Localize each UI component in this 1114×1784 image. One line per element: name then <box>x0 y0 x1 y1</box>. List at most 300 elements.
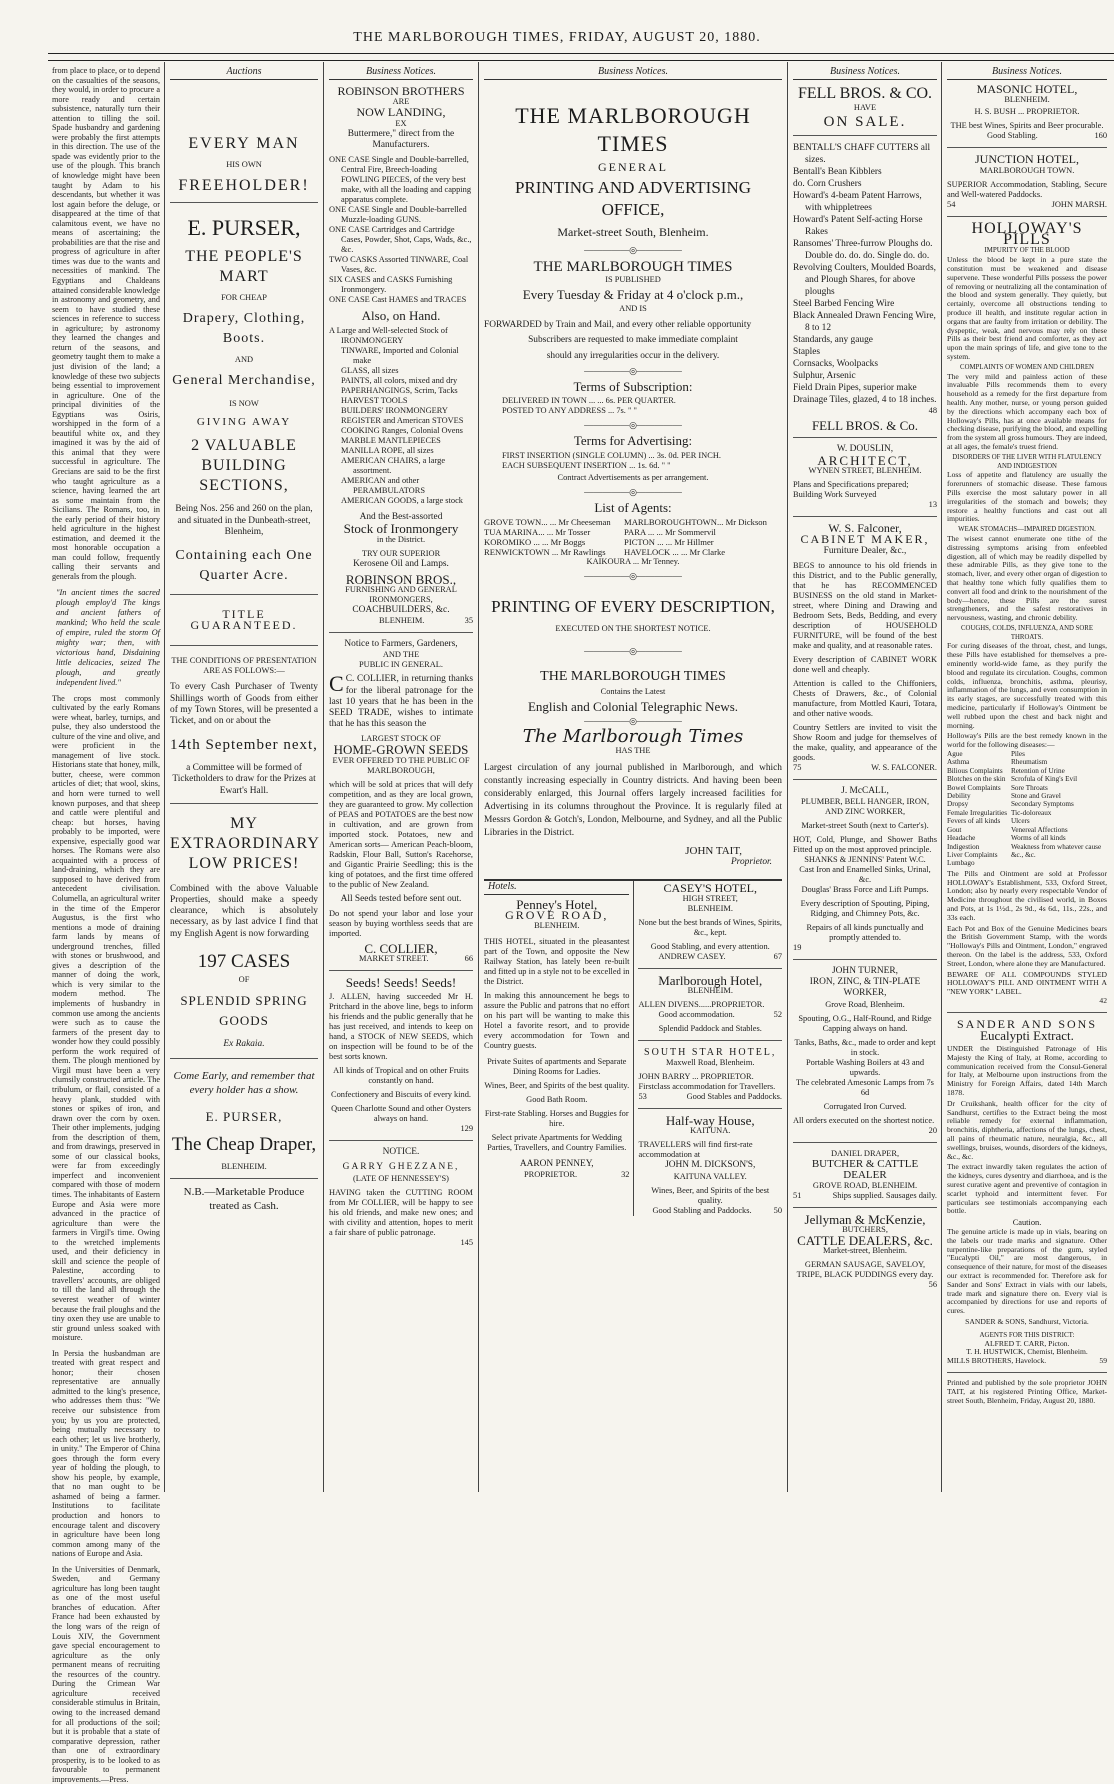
ad-text: Contract Advertisements as per arrangement. <box>557 472 709 482</box>
advertiser-name: JOHN TURNER, <box>832 966 898 977</box>
ad-headline: GROVE ROAD, <box>505 908 609 923</box>
ad-text: IS PUBLISHED <box>605 275 661 285</box>
list-item: Ransomes' Three-furrow Ploughs do. Double do. do. do. Single do. do. <box>793 238 933 261</box>
ad-text: Every description of Spouting, Piping, Ridging, and Chimney Pots, &c. <box>800 899 930 919</box>
ad-text: PROPRIETOR. <box>524 1170 578 1180</box>
table-row: KOROMIKO ... ... Mr Boggs PICTON ... ... Mr Hillmer <box>484 537 714 548</box>
list-item: TINWARE, Imported and Colonial make <box>341 346 459 366</box>
divider <box>947 147 1107 148</box>
ad-text: All Seeds tested before sent out. <box>340 893 462 904</box>
article-poem: "In ancient times the sacred plough employ'd The kings and ancient fathers of mankind; Who held the scale of empire, ruled the storm Of mighty war; then, with victorious hand, Disdaining little delicacies, seized The plough, and greatly independent lived." <box>56 587 160 687</box>
ad-text: EX <box>395 118 407 128</box>
column-divider <box>941 62 942 1492</box>
ad-text: EVER OFFERED TO THE PUBLIC OF MARLBOROUGH, <box>332 755 470 775</box>
ad-headline: Seeds! Seeds! Seeds! <box>345 975 457 991</box>
ad-text: The wisest cannot enumerate one tithe of the distressing symptoms arising from enfeebled digestion, all of which may be readily dispelled by these admirable Pills, as they give tone to the stomach, liver, and every other organ of digestion to that healthy tone which fully qualifies them to convert all food and drink to the nourishment of the body—hence, these Pills are the surest strengtheners, and the safest restoratives in nervousness, wasting, and chronic debility. <box>947 533 1107 623</box>
ad-text: SUPERIOR Accommodation, Stabling, Secure and Well-watered Paddocks. <box>947 179 1107 199</box>
ad-number: 53 <box>638 1092 647 1102</box>
divider <box>947 216 1107 217</box>
divider <box>170 803 318 804</box>
article-paragraph: from place to place, or to depend on the casualties of the seasons, they would, in order to procure a more ready and certain subsistence, naturally turn their attention to tilling the soil. Spade husbandry and gardening were probably the first attempts in this direction. The use of the spade was evidently prior to the use of the plough. This branch of knowledge might have been taught by Adam to his descendants, but whether it was lost again before the deluge, or disappeared at the time of that calamitous event, we have no means of ascertaining; the probabilities are that the rise and progress of agriculture in after times was due to the wants and necessities of mankind. The Egyptians and Chaldeans attained considerable knowledge in astronomy and geometry, and seem to have studied these sciences in reference to success in agriculture; by astronomy they learned the changes and return of the seasons, and geometry taught them to make a just division of the land; a knowledge of these two subjects being essential to improvement in agriculture. One of the principal divinities of the Egyptians was Osiris, worshipped in the form of a beautiful white ox, and they imagined it was by the aid of this animal that they were successful in agriculture. The Grecians are said to be the first who taught agriculture as a science, having learned the art as some maintain from the Sicilians. The Romans, too, in the early period of their history held agriculture in the highest estimation, and deemed it the most honorable occupation a man could follow, frequently calling their servants and generals from the plough. <box>52 66 160 581</box>
ad-text: should any irregularities occur in the delivery. <box>546 350 720 361</box>
ad-headline: The Cheap Draper, <box>171 1134 317 1156</box>
divider <box>329 970 473 971</box>
ad-text: T. H. HUSTWICK, Chemist, Blenheim. <box>966 1347 1088 1357</box>
divider <box>329 1140 473 1141</box>
list-item: Staples <box>793 346 821 357</box>
list-item: ONE CASE Cartridges and Cartridge Cases, Powder, Shot, Caps, Wads, &c., &c. <box>329 225 472 255</box>
hotels-section <box>484 879 782 1216</box>
list-item: Drainage Tiles, glazed, 4 to 18 inches. <box>793 394 937 405</box>
ad-number: 13 <box>928 500 937 510</box>
imprint: Printed and published by the sole proprietor JOHN TAIT, at his registered Printing Office, Market-street South, Blenheim, Friday, August 20, 1880. <box>947 1377 1107 1405</box>
section-header: Business Notices. <box>484 66 782 80</box>
ad-text: Splendid Paddock and Stables. <box>658 1024 762 1034</box>
ad-headline: General Merchandise, <box>172 373 316 389</box>
column-business-notices-2 <box>793 66 937 1486</box>
ad-text: EACH SUBSEQUENT INSERTION ... 1s. 6d. " " <box>502 460 671 470</box>
ad-text: J. ALLEN, having succeeded Mr H. Pritchard in the above line, begs to inform his friends and the public generally that he has just received, and intends to keep on hand, a STOCK of NEW SEEDS, which on inspection will be found to be of the best sorts known. <box>329 992 473 1062</box>
list-item: ONE CASE Cast HAMES and TRACES <box>329 295 467 305</box>
ad-text: GROVE ROAD, BLENHEIM. <box>812 1181 918 1191</box>
advertiser-name: J. McCALL, <box>841 785 889 796</box>
ad-number: 50 <box>773 1205 782 1215</box>
ad-text: The extract inwardly taken regulates the action of the kidneys, cures dysentry and diarrhoea, and is the surest curative agent and preventive of contagion in scarlet typhoid and intermittent fever. For particulars see testimonials accompanying each bottle. <box>947 1162 1107 1216</box>
ad-number: 52 <box>773 1010 782 1020</box>
table-row: Debility Stone and Gravel <box>947 792 1061 801</box>
ad-text: FORWARDED by Train and Mail, and every other reliable opportunity <box>484 320 752 331</box>
advertiser-name: E. PURSER, <box>205 1109 283 1125</box>
ad-number: 75 <box>793 762 802 772</box>
ad-headline: HOME-GROWN SEEDS <box>333 742 469 758</box>
divider <box>170 594 318 595</box>
ad-text: Attention is called to the Chiffoniers, Chests of Drawers, &c., of Colonial manufacture, from Mottled Kauri, Totara, and other native woods. <box>793 678 937 718</box>
ad-text: Portable Washing Boilers at 43 and upwards. <box>805 1057 925 1077</box>
table-row: Headache Worms of all kinds <box>947 834 1066 843</box>
column-divider <box>323 62 324 1492</box>
ad-text: THE CONDITIONS OF PRESENTATION ARE AS FOLLOWS:— <box>171 656 317 676</box>
ad-text: In making this announcement he begs to assure the Public and patrons that no effort on his part will be wanting to make this Hotel a favorite resort, and to provide every accommodation for Town and Country guests. <box>484 991 630 1051</box>
ad-text: Good Stables and Paddocks. <box>686 1092 782 1102</box>
ad-headline: MY EXTRAORDINARY LOW PRICES! <box>170 814 320 872</box>
column-business-notices-1 <box>329 66 473 1486</box>
ad-headline: English and Colonial Telegraphic News. <box>527 698 739 714</box>
table-row: RENWICKTOWN ... Mr Rawlings HAVELOCK ... ... Mr Clarke <box>484 547 726 558</box>
ad-text: IS NOW <box>229 399 259 409</box>
divider <box>638 1108 782 1109</box>
ad-headline: ON SALE. <box>823 114 907 131</box>
ad-text: Good Stabling. <box>987 131 1038 141</box>
ad-text: Combined with the above Valuable Properties, should make a speedy clearance, which is absolutely necessary, as by last advice I find that my English Agent is now forwarding <box>170 883 318 939</box>
ad-text: THIS HOTEL, situated in the pleasantest part of the Town, and opposite the New Railway Station, has lately been re-built and fitted up in a style not to be excelled in the District. <box>484 937 630 987</box>
ad-text: None but the best brands of Wines, Spirits, &c., kept. <box>638 917 782 937</box>
section-header: Hotels. <box>484 881 629 895</box>
divider <box>793 959 937 960</box>
ad-headline: CABINET MAKER, <box>800 532 930 547</box>
ad-headline: THE PEOPLE'S MART <box>185 248 303 286</box>
ad-text: HAVE <box>853 103 877 113</box>
ad-number: 20 <box>928 1125 937 1135</box>
list-item: Field Drain Pipes, superior make <box>793 382 917 393</box>
ad-text: Country Settlers are invited to visit the Show Room and judge for themselves of the make, quality, and appearance of the goods. <box>793 722 937 762</box>
ad-text: GERMAN SAUSAGE, SAVELOY, TRIPE, BLACK PUDDINGS every day. <box>796 1260 934 1280</box>
list-item: Black Annealed Drawn Fencing Wire, 8 to 12 <box>793 310 936 333</box>
advertiser-name: W. DOUSLIN, <box>836 443 894 454</box>
ad-text: And the Best-assorted <box>359 512 443 523</box>
ad-number: 32 <box>621 1170 630 1180</box>
ad-text: Spouting, O.G., Half-Round, and Ridge Capping always on hand. <box>798 1013 932 1033</box>
section-header: Business Notices. <box>947 66 1107 80</box>
ad-text: OF <box>238 974 250 984</box>
advertiser-name: GARRY GHEZZANE, <box>342 1162 460 1173</box>
masthead: THE MARLBOROUGH TIMES, FRIDAY, AUGUST 20, 1880. <box>353 30 761 45</box>
ad-text: Each Pot and Box of the Genuine Medicines bears the British Government Stamp, with the words "Holloway's Pills and Ointment, London," engraved thereon. On the label is the address, 533, Oxford Street, London, where alone they are Manufactured. <box>947 923 1107 968</box>
list-item: COOKING Ranges, Colonial Ovens <box>341 426 463 436</box>
list-item: PAPERHANGINGS, Scrim, Tacks <box>341 386 458 396</box>
ad-text: (LATE OF HENNESSEY'S) <box>353 1173 449 1183</box>
list-item: Steel Barbed Fencing Wire <box>793 298 895 309</box>
ad-subheading: Caution. <box>1012 1218 1042 1228</box>
ad-text: Firstclass accommodation for Travellers. <box>638 1082 776 1092</box>
list-item: IRONMONGERY <box>341 336 404 346</box>
column-divider <box>787 62 788 1492</box>
ad-headline: Eucalypti Extract. <box>980 1027 1074 1043</box>
ad-text: MILLS BROTHERS, Havelock. <box>947 1356 1047 1366</box>
ad-number: 56 <box>928 1280 937 1290</box>
list-item: REGISTER and American STOVES <box>341 416 464 426</box>
divider <box>947 1372 1107 1373</box>
ad-text: THE best Wines, Spirits and Beer procurable. <box>950 121 1104 131</box>
ad-headline: List of Agents: <box>594 499 672 515</box>
ad-text: HAVING taken the CUTTING ROOM from Mr COLLIER, will be happy to see his old friends, and make new ones; and with civility and attention, hopes to merit a fair share of public patronage. <box>329 1187 473 1237</box>
divider <box>793 437 937 438</box>
ad-number: 35 <box>464 616 473 626</box>
column-divider <box>164 62 165 1492</box>
ad-text: Every description of CABINET WORK done well and cheaply. <box>793 654 937 674</box>
ad-text: ARE <box>392 97 410 107</box>
divider <box>170 1178 318 1179</box>
ad-text: The very mild and painless action of these invaluable Pills recommends them to every household as a remedy for the first departure from health. Any mother, nurse, or young person guided by the directions which accompany each box of Holloway's Pills, has at once available means for checking disease, purifying the blood, and expelling from the system all gross humours. They are indeed, at all ages, the female's truest friend. <box>947 371 1107 451</box>
holloway-text <box>947 256 1107 1005</box>
ad-text: Private Suites of apartments and Separate Dining Rooms for Ladies. <box>487 1057 627 1077</box>
ad-text: Wines, Beer, and Spirits of the best quality. <box>484 1081 630 1091</box>
ad-text: Grove Road, Blenheim. <box>825 999 905 1009</box>
ad-text: Being Nos. 256 and 260 on the plan, and situated in the Dunbeath-street, Blenheim, <box>175 504 313 537</box>
ad-headline: MASONIC HOTEL, <box>976 82 1078 97</box>
ad-text: Contains the Latest <box>600 686 666 696</box>
ornamental-divider: —————◎————— <box>584 420 682 431</box>
ad-text: LARGEST STOCK OF <box>361 734 441 744</box>
divider <box>170 202 318 203</box>
ad-text: Unless the blood be kept in a pure state the constitution must be weakened and disease supervene. These wonderful Pills possess the power of removing or neutralizing all the contamination of the blood and system generally. They quietly, but certainly, overcome all obstructions tending to produce ill health, and institute regular action in organs that are faulty from irritation or debility. The dyspeptic, weak, and nervous may rely on these Pills as their best friend and comforter, as they act upon the main springs of life, and give tone to the system. <box>947 255 1107 361</box>
divider <box>329 632 473 633</box>
table-row: Lumbago <box>947 859 975 868</box>
article-paragraph: In the Universities of Denmark, Sweden, and Germany agriculture has long been taught as one of the most useful branches of education. After France had been exhausted by the long wars of the reign of Louis XIV, the Government gave special encouragement to agriculture as the only permanent means of recruiting the resources of the country. During the Crimean War agriculture received considerable stimulus in Britain, owing to the increased demand for all productions of the soil; but it is probable that a state of comparative depression, rather than one of extraordinary prosperity, is to be looked to as favourable to permanent improvements.—Press. <box>52 1564 160 1784</box>
advertiser-name: DANIEL DRAPER, <box>830 1148 900 1158</box>
ad-text: The Pills and Ointment are sold at Professor HOLLOWAY's Establishment, 533, Oxford Street, London; also by nearly every respectable Vendor of Medicine throughout the civilised world, in Boxes and Pots, at 1s 1½d., 2s 9d., 4s 6d., 11s., 22s., and 33s each. <box>947 868 1107 922</box>
ad-headline: ROBINSON BROTHERS <box>337 84 465 99</box>
ad-text: KAIKOURA ... Mr Tenney. <box>586 557 680 567</box>
ad-text: Market-street South (next to Carter's). <box>801 821 929 831</box>
list-item: AMERICAN CHAIRS, a large assortment. <box>341 456 446 476</box>
list-item: SIX CASES and CASKS Furnishing Ironmongery. <box>329 275 453 295</box>
ad-text: FIRST INSERTION (SINGLE COLUMN) ... 3s. 0d. PER INCH. <box>502 450 721 460</box>
ad-text: H. S. BUSH ... PROPRIETOR. <box>974 107 1080 117</box>
ad-text: Tanks, Baths, &c., made to order and kept in stock. <box>794 1037 936 1057</box>
list-item: BUILDERS' IRONMONGERY <box>341 406 448 416</box>
table-row: Blotches on the skin Scrofula of King's Evil <box>947 775 1078 784</box>
table-row: Indigestion Weakness from whatever cause <box>947 842 1102 851</box>
list-item: Howard's 4-beam Patent Harrows, with whippletrees <box>793 190 922 213</box>
list-item: AMERICAN GOODS, a large stock <box>341 496 463 506</box>
list-item: MANILLA ROPE, all sizes <box>341 446 434 456</box>
ad-headline: EVERY MAN <box>188 135 300 153</box>
ad-text: EXECUTED ON THE SHORTEST NOTICE. <box>555 624 711 634</box>
advertiser-name: ANDREW CASEY. <box>658 951 726 961</box>
ad-text: Good Bath Room. <box>526 1095 588 1105</box>
ornamental-divider: —————◎————— <box>584 244 682 255</box>
ad-text: Come Early, and remember that every holder has a show. <box>173 1070 315 1097</box>
list-item: do. Corn Crushers <box>793 178 862 189</box>
ad-number: 48 <box>928 405 937 415</box>
table-row: Ague Piles <box>947 750 1025 759</box>
list-item: ONE CASE Single and Double-barrelled Muzzle-loading GUNS. <box>329 205 467 225</box>
ad-text: UNDER the Distinguished Patronage of His Majesty the King of Italy, at Rome, according to communication received from the Consul-General for Italy, at Melbourne upon instructions from the Ministry for Foreign Affairs, dated 14th March 1878. <box>947 1044 1107 1098</box>
ad-text: Good Stabling, and every attention. <box>650 941 770 951</box>
ad-headline: IRON, ZINC, & TIN-PLATE WORKER, <box>809 977 921 999</box>
ad-text: BLENHEIM. <box>687 903 733 913</box>
advertiser-name: E. PURSER, <box>187 215 301 241</box>
ad-text: Kerosene Oil and Lamps. <box>353 558 449 569</box>
ad-headline: 197 CASES <box>197 950 291 972</box>
ad-text: Dr Cruikshank, health officer for the city of Sandhurst, certifies to the Extract being the most reliable remedy for external inflammation, bronchitis, diphtheria, affections of the lungs, chest, all pains of rheumatic nature, neuralgia, &c., all swellings, bruises, wounds, disorders of the kidneys, &c., &c. <box>947 1098 1107 1161</box>
advertiser-name: C. COLLIER, <box>364 940 438 956</box>
ad-text: Loss of appetite and flatulency are usually the forerunners of stomachic disease. These famous Pills exercise the most salutary power in all irregularities of the stomach and bowels; they restore a healthy functions and cast out all impurities. <box>947 470 1107 524</box>
list-item: GLASS, all sizes <box>341 366 399 376</box>
ad-text: Proprietor. <box>730 857 772 868</box>
ad-text: AND <box>234 355 254 365</box>
section-header: Business Notices. <box>329 66 473 80</box>
ad-headline: Half-way House, <box>665 1113 755 1129</box>
ad-text: KAITUNA VALLEY. <box>673 1171 747 1181</box>
ornamental-divider: —————◎————— <box>584 571 682 582</box>
ad-headline: NOW LANDING, <box>356 105 446 120</box>
divider <box>793 779 937 780</box>
ad-headline: BUTCHER & CATTLE DEALER <box>811 1157 919 1181</box>
ad-text: BEWARE OF ALL COMPOUNDS STYLED HOLLOWAY'S PILL AND OINTMENT WITH A "NEW YORK" LABEL. <box>947 969 1107 997</box>
ad-text: MARLBOROUGH TOWN. <box>979 165 1075 175</box>
eucalypti-text <box>947 1045 1107 1366</box>
ad-text: BEGS to announce to his old friends in this District, and to the Public generally, that he has RECOMMENCED BUSINESS on the old stand in Market-street, where Dining and Drawing and Bedroom Sets, Beds, Bedding, and every description of HOUSEHOLD FURNITURE, will be found of the best make and quality, and at reasonable rates. <box>793 560 937 650</box>
top-rule <box>48 53 1114 54</box>
table-row: Fevers of all kinds Ulcers <box>947 817 1030 826</box>
ad-text: PLUMBER, BELL HANGER, IRON, AND ZINC WORKER, <box>800 797 930 817</box>
ad-headline: THE MARLBOROUGH TIMES <box>533 258 733 275</box>
divider <box>793 1142 937 1143</box>
ad-text: TRAVELLERS will find first-rate accommodation at <box>638 1140 753 1160</box>
agents-table <box>484 517 782 557</box>
ad-headline: Also, on Hand. <box>361 308 441 324</box>
ad-text: BLENHEIM. <box>379 616 425 626</box>
ad-number: 19 <box>793 943 802 953</box>
ad-text: N.B.—Marketable Produce treated as Cash. <box>183 1186 305 1213</box>
ad-text: Good Stabling and Paddocks. <box>652 1205 752 1215</box>
advertiser-name: JOHN TAIT, <box>685 845 742 858</box>
ad-text: Market-street, Blenheim. <box>823 1246 907 1256</box>
ornamental-divider: —————◎————— <box>584 646 682 657</box>
table-row: Female Irregularities Tic-doloreaux <box>947 808 1052 817</box>
ad-headline: FELL BROS. & CO. <box>797 85 933 103</box>
ad-text: All orders executed on the shortest notice. <box>793 1115 935 1125</box>
ad-headline: Stock of Ironmongery <box>343 521 459 537</box>
ad-headline: CATTLE DEALERS, &c. <box>797 1233 933 1249</box>
ad-text: FURNISHING AND GENERAL IRONMONGERS, <box>345 585 457 605</box>
ornamental-divider: —————◎————— <box>584 486 682 497</box>
ad-text: BLENHEIM. <box>1004 95 1050 105</box>
advertiser-name: SANDER & SONS, Sandhurst, Victoria. <box>965 1317 1089 1326</box>
advertiser-name: W. S. FALCONER. <box>871 762 937 772</box>
table-row: Liver Complaints &c., &c. <box>947 850 1036 859</box>
divider <box>793 516 937 517</box>
article-paragraph: The crops most commonly cultivated by the early Romans were wheat, barley, turnips, and pulse, they also understood the culture of the vine and olive, and were proficient in the management of live stock. Historians state that honey, milk, butter, cheese, were common articles of diet; that wool, skins, and horn were turned to well known purposes, and that sheep and cattle were plentiful and cheap: but horses, having probably to be imported, were expensive, especially good war horses. The Romans were also acquainted with a process of land-draining, which they are supposed to have derived from antecedent civilisation. Columella, an agricultural writer in the time of the Emperor Augustus, is the first who mentions a mode of draining farm lands by means of underground trenches, filled with stones or brushwood, and gives a description of the manner of doing the work, which is very similar to the modern method. The implements of husbandry in common use among the ancients were such as to cause the farmers of the present day to wonder how they could possibly perform the work required of them. The plough mentioned by Virgil must have been a very clumsily constructed article. The tribulum, or flail, consisted of a heavy plank, studded with stones or spikes of iron, and drawn over the corn by oxen. Their other implements, judging from the description of them, and from drawings, preserved in some of our classical books, were far from exceedingly imperfect and inconvenient compared with those of modern times. The inhabitants of Eastern Europe and Asia were more advanced in the practice of agriculture than were the farmers in Virgil's time. Owing to the wretched implements used, and their deficiency in skill and science the people of Palestine, according to travellers' accounts, are obliged to till the land all through the severest weather of winter because the frail ploughs and the tiny oxen they use are unable to stir ground unless soaked with moisture. <box>52 693 160 1343</box>
ad-number: 66 <box>464 954 473 964</box>
advertiser-name: JOHN MARSH. <box>1051 199 1107 209</box>
ad-subheading: COMPLAINTS OF WOMEN AND CHILDREN <box>960 363 1094 371</box>
ad-text: The celebrated Amesonic Lamps from 7s 6d <box>796 1077 934 1097</box>
top-rule-2 <box>48 60 1114 61</box>
ad-text: GIVING AWAY <box>196 416 292 429</box>
ad-headline: Marlborough Hotel, <box>658 972 763 988</box>
ad-text: BLENHEIM. <box>221 1162 267 1172</box>
ad-subheading: WEAK STOMACHS—IMPAIRED DIGESTION. <box>958 526 1096 534</box>
ad-text: Ex Rakaia. <box>223 1038 265 1049</box>
ad-headline: Penney's Hotel, <box>516 896 598 912</box>
divider <box>638 1040 782 1041</box>
ad-number: 160 <box>1094 131 1107 141</box>
ad-headline: THE MARLBOROUGH TIMES <box>515 103 751 157</box>
ad-text: Ships supplied. Sausages daily. <box>832 1191 937 1201</box>
list-item: Cornsacks, Woolpacks <box>793 358 878 369</box>
ad-text: All kinds of Tropical and on other Fruits constantly on hand. <box>333 1066 469 1086</box>
ornamental-divider: —————◎————— <box>584 715 682 726</box>
ad-headline: ARCHITECT, <box>817 453 913 469</box>
ad-text: C C. COLLIER, in returning thanks for the liberal patronage for the last 10 years that he has been in the SEED TRADE, wishes to intimate that he has this season the <box>329 671 473 730</box>
ad-text: HAS THE <box>615 746 651 756</box>
advertiser-name: AARON PENNEY, <box>519 1159 594 1170</box>
ad-text: Furniture Dealer, &c., <box>823 545 907 556</box>
ad-subheading: DISORDERS OF THE LIVER WITH FLATULENCY AND INDIGESTION <box>952 453 1102 470</box>
ad-text: ALFRED T. CARR, Picton. <box>984 1338 1070 1348</box>
ad-text: AND THE <box>382 650 420 660</box>
ad-text: MARKET STREET. <box>359 954 429 964</box>
ad-text: KAITUNA. <box>690 1126 731 1136</box>
ad-text: BLENHEIM. <box>534 921 580 931</box>
ad-text: Repairs of all kinds punctually and promptly attended to. <box>806 923 924 943</box>
ad-text: SHANKS & JENNINS' Patent W.C. <box>804 855 926 865</box>
ad-text: which will be sold at prices that will defy competition, and as they are local grown, they are guaranteed to grow. My collection of PEAS and POTATOES are the best now in cultivation, and are grown from imported stock. Potatoes, new and American sorts— American Peach-bloom, Radskin, Flour Ball, Sutton's Racehorse, and Gigantic Prairie Seedling; this is the king of potatoes, and the first time offered to the public of New Zealand. <box>329 779 473 889</box>
advertiser-name: JOHN M. DICKSON'S, <box>665 1160 756 1171</box>
table-row: GROVE TOWN... ... Mr Cheeseman MARLBOROUGHTOWN... Mr Dickson <box>484 517 767 528</box>
ad-headline: Every Tuesday & Friday at 4 o'clock p.m., <box>522 287 744 303</box>
list-item: ONE CASE Single and Double-barrelled, Central Fire, Breech-loading FOWLING PIECES, of the very best make, with all the loading and capping apparatus complete. <box>329 155 472 205</box>
ad-headline: THE MARLBOROUGH TIMES <box>540 669 726 685</box>
ad-text: Maxwell Road, Blenheim. <box>666 1058 755 1068</box>
ad-headline: JUNCTION HOTEL, <box>975 152 1079 167</box>
list-item: BENTALL'S CHAFF CUTTERS all sizes. <box>793 142 931 165</box>
ad-headline: ROBINSON BROS., <box>345 571 457 587</box>
divider <box>638 968 782 969</box>
goods-list <box>329 155 473 305</box>
ad-text: To every Cash Purchaser of Twenty Shillings worth of Goods from either of my Town Stores, will be presented a Ticket, and on or about the <box>170 682 318 727</box>
ad-text: Confectionery and Biscuits of every kind. <box>330 1090 471 1100</box>
ad-text: JOHN BARRY ... PROPRIETOR. <box>638 1072 754 1082</box>
ad-text: WYNEN STREET, BLENHEIM. <box>808 466 922 476</box>
ad-text: Market-street South, Blenheim. <box>557 225 709 240</box>
ad-number: 54 <box>947 199 956 209</box>
ad-text: A Large and Well-selected Stock of <box>329 326 448 336</box>
column-agriculture-article <box>52 66 160 1784</box>
ad-subheading: COUGHS, COLDS, INFLUENZA, AND SORE THROATS. <box>961 624 1093 641</box>
article-paragraph: In Persia the husbandman are treated with great respect and honor; their chosen representative are annually admitted to the king's presence, who addresses them thus: "We receive our subsistence from you; by us you are protected, being mutually necessary to each other; let us live brotherly, in unity." The Emperor of China goes through the form every year of holding the plough, to show his people, by example, that no man ought to be ashamed of being a farmer. Institutions to facilitate production and honors to encourage talent and discovery in agriculture have been long common among many of the nations of Europe and Asia. <box>52 1348 160 1559</box>
ad-text: For curing diseases of the throat, chest, and lungs, these Pills have established for themselves a pre-eminently world-wide fame, as they purify the blood and regulate its circulation. Coughs, common colds, influenza, bronchitis, asthma, pleurisy, inflammation of the lungs, and even consumption in its early stages, are successfully treated with this medicine, particularly if Holloway's Ointment be well rubbed upon the chest and back night and morning. <box>947 641 1107 730</box>
ad-text: in the District. <box>376 534 426 544</box>
ornamental-divider: —————◎————— <box>584 365 682 376</box>
ad-text: BUTCHERS, <box>842 1225 888 1235</box>
ad-headline: Drapery, Clothing, Boots. <box>182 311 306 347</box>
list-item: Sulphur, Arsenic <box>793 370 856 381</box>
ad-text: Largest circulation of any journal published in Marlborough, and which constantly increasing especially in Country districts. And having been been considerably enlarged, this Journal offers largely increased facilities for Advertising in its columns throughout the Province. It is regularly filed at Messrs Gordon & Gotch's, London, Melbourne, and Sydney, and all the Public Libraries in the District. <box>484 763 782 839</box>
ad-text: Good accommodation. <box>658 1010 735 1020</box>
list-item: Bentall's Bean Kibblers <box>793 166 882 177</box>
ad-text: Buttermere," direct from the Manufacturers. <box>347 128 455 150</box>
ad-text: Select private Apartments for Wedding Parties, Travellers, and Country Families. <box>487 1133 627 1153</box>
divider <box>947 1012 1107 1013</box>
ad-subheading: AGENTS FOR THIS DISTRICT: <box>979 1330 1075 1339</box>
ad-number: 145 <box>460 1237 473 1247</box>
divider <box>793 135 937 136</box>
ad-number: 129 <box>460 1124 473 1134</box>
ad-text: ALLEN DIVENS......PROPRIETOR. <box>638 1000 765 1010</box>
list-item: MARBLE MANTLEPIECES <box>341 436 441 446</box>
ad-text: PUBLIC IN GENERAL. <box>359 660 443 670</box>
divider <box>170 1058 318 1059</box>
ad-headline: PRINTING OF EVERY DESCRIPTION, <box>491 597 775 617</box>
hotel-subcolumn <box>484 881 634 1216</box>
column-divider <box>478 62 479 1492</box>
ad-text: FOR CHEAP <box>221 293 267 303</box>
ad-text: Wines, Beer, and Spirits of the best quality. <box>651 1185 770 1205</box>
ad-headline: PRINTING AND ADVERTISING OFFICE, <box>514 178 752 220</box>
ad-text: Corrugated Iron Curved. <box>823 1101 907 1111</box>
section-header: Auctions <box>170 66 318 80</box>
section-header: Business Notices. <box>793 66 937 80</box>
divider <box>793 1207 937 1208</box>
table-row: Bowel Complaints Sore Throats <box>947 783 1048 792</box>
ad-headline: Notice to Farmers, Gardeners, <box>344 639 458 650</box>
column-business-notices-3 <box>947 66 1107 1486</box>
ad-text: TRY OUR SUPERIOR <box>361 548 441 558</box>
ad-text: Holloway's Pills are the best remedy known in the world for the following diseases:— <box>947 731 1107 750</box>
ad-text: AND IS <box>619 304 647 314</box>
ad-text: a Committee will be formed of Ticketholders to draw for the Prizes at Ewart's Hall. <box>172 763 316 796</box>
ad-number: 42 <box>1099 995 1107 1005</box>
ad-headline: HOLLOWAY'S PILLS <box>971 219 1083 248</box>
ad-headline: 2 VALUABLE BUILDING SECTIONS, <box>191 437 297 495</box>
ad-headline: NOTICE. <box>382 1147 420 1158</box>
advertiser-name: FELL BROS. & Co. <box>811 417 919 433</box>
ad-text: GENERAL <box>598 160 668 175</box>
ad-text: Douglas' Brass Force and Lift Pumps. <box>801 885 929 895</box>
